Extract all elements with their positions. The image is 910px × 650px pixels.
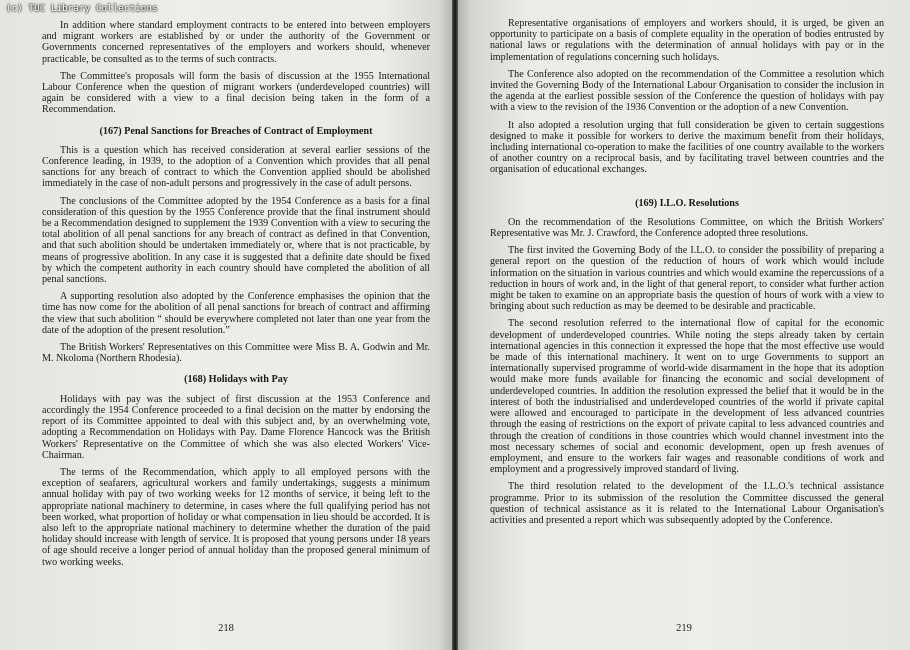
left-page — [0, 0, 452, 650]
paragraph: The British Workers' Representatives on this Committee were Miss B. A. Godwin and Mr. M. Nkoloma (Northern Rhodesia). — [42, 342, 430, 365]
paragraph: Holidays with pay was the subject of first discussion at the 1953 Conference and accordingly the 1954 Conference proceeded to a final decision on the matter by endorsing the report of its Committee appointed to deal with this subject and, by an overwhelming vote, adopting a Recommendation on Holidays with Pay. Dame Florence Hancock was the British Workers' Representative on the Committee of which she was also elected Workers' Vice-Chairman. — [42, 393, 430, 461]
paragraph: The conclusions of the Committee adopted by the 1954 Conference as a basis for a final consideration of this question by the 1955 Conference provide that the final instrument should be a Recommendation designed to supplement the 1939 Convention with a view to securing the total abolition of all penal sanctions for any breach of contract as defined in that Convention, and that such abolition should be undertaken immediately or, where that is not practicable, by means of progressive abolition. In any case it is suggested that a definite date should be fixed by which the competent authority in each country should have completed the abolition of all penal sanctions. — [42, 195, 430, 286]
paragraph: A supporting resolution also adopted by the Conference emphasises the opinion that the time has now come for the abolition of all penal sanctions for breach of contract and affirming the view that such abolition “ should be everywhere completed not later than one year from the date of the adoption of the present resolution.” — [42, 291, 430, 336]
paragraph: In addition where standard employment contracts to be entered into between employers and migrant workers are established by or under the authority of the Government or Governments concerned representatives of the employers and workers should, whenever practicable, be consulted as to the terms of such contracts. — [42, 20, 430, 65]
paragraph: The second resolution referred to the international flow of capital for the economic development of underdeveloped countries. While noting the steps already taken by certain international agencies in this connection it expressed the hope that the most effective use would be made of this international machinery. It went on to urge Governments to support an internationally supervised programme of world-wide disarmament in the hope that its adoption would make more funds available for financing the economic and social development of underdeveloped countries. In addition the resolution expressed the belief that it would be in the interest of both the industrialised and underdeveloped countries of the world if private capital were allowed and encouraged to participate in the development of less advanced countries through the easing of restrictions on the export of private capital to less advanced countries and through the creation of conditions in those countries which would channel investment into the most necessary schemes of social and economic development, open up fresh avenues of employment, and ensure to the workers fair wages and reasonable conditions of work and employment and a progressively improved standard of living. — [490, 318, 884, 476]
page-number-right: 219 — [676, 622, 692, 634]
paragraph: The third resolution related to the development of the I.L.O.'s technical assistance programme. Prior to its submission of the resolution the Committee discussed the general question of technical assistance as it is related to the International Labour Organisation's activities and presented a report which was subsequently adopted by the Conference. — [490, 481, 884, 526]
paragraph: The first invited the Governing Body of the I.L.O. to consider the possibility of preparing a general report on the question of the reduction of hours of work which would include information on the situation in various countries and which would examine the repercussions of a reduction in hours of work and, in the light of that general report, to consider what further action might be taken to examine on an appropriate basis the question of hours of work with a view to bringing about such reduction as may be deemed to be desirable and practicable. — [490, 245, 884, 313]
paragraph: The terms of the Recommendation, which apply to all employed persons with the exception of seafarers, agricultural workers and family undertakings, suggests a minimum annual holiday with pay of two working weeks for 12 months of service, it being left to the appropriate national machinery to determine, in cases where the full qualifying period has not been worked, what proportion of holiday or what compensation in lieu should be accorded. It is also left to the appropriate national machinery to determine whether the duration of the paid holiday should increase with length of service. It is proposed that young persons under 18 years of age should receive a longer period of annual holiday than the proposed general minimum of two working weeks. — [42, 466, 430, 568]
page-number-left: 218 — [218, 622, 234, 634]
paragraph: This is a question which has received consideration at several earlier sessions of the Conference leading, in 1939, to the adoption of a Convention which provides that all penal sanctions for any breach of contract to which the Convention applied should be abolished immediately in the case of non-adult persons and progressively in the case of adult persons. — [42, 144, 430, 190]
section-heading-167: (167) Penal Sanctions for Breaches of Contract of Employment — [99, 125, 373, 137]
paragraph: The Conference also adopted on the recommendation of the Committee a resolution which invited the Governing Body of the International Labour Organisation to consider the inclusion in the agenda at the earliest possible session of the Conference the question of holidays with pay with a view to the revision of the 1936 Convention or the adoption of a new Convention. — [490, 68, 884, 114]
paragraph: The Committee's proposals will form the basis of discussion at the 1955 International Labour Conference when the question of migrant workers (underdeveloped countries) will again be considered with a view to a final decision being taken in the form of a Recommendation. — [42, 70, 430, 116]
paragraph: Representative organisations of employers and workers should, it is urged, be given an opportunity to participate on a basis of complete equality in the operation of bodies entrusted by national laws or regulations with the determination of annual holidays with pay or in the implementation of regulations concerning such holidays. — [490, 18, 884, 63]
section-heading-168: (168) Holidays with Pay — [184, 374, 288, 386]
right-page — [458, 0, 910, 650]
paragraph: It also adopted a resolution urging that full consideration be given to certain suggestions designed to make it possible for workers to derive the maximum benefit from their holidays, including international co-operation to make the facilities of one country available to the workers of another country on a reciprocal basis, and by facilitating travel between countries and the organisation of educational exchanges. — [490, 119, 884, 176]
collection-watermark: (c) TUC Library Collections — [6, 4, 158, 14]
section-heading-169: (169) I.L.O. Resolutions — [635, 197, 739, 209]
paragraph: On the recommendation of the Resolutions Committee, on which the British Workers' Representative was Mr. J. Crawford, the Conference adopted three resolutions. — [490, 216, 884, 240]
